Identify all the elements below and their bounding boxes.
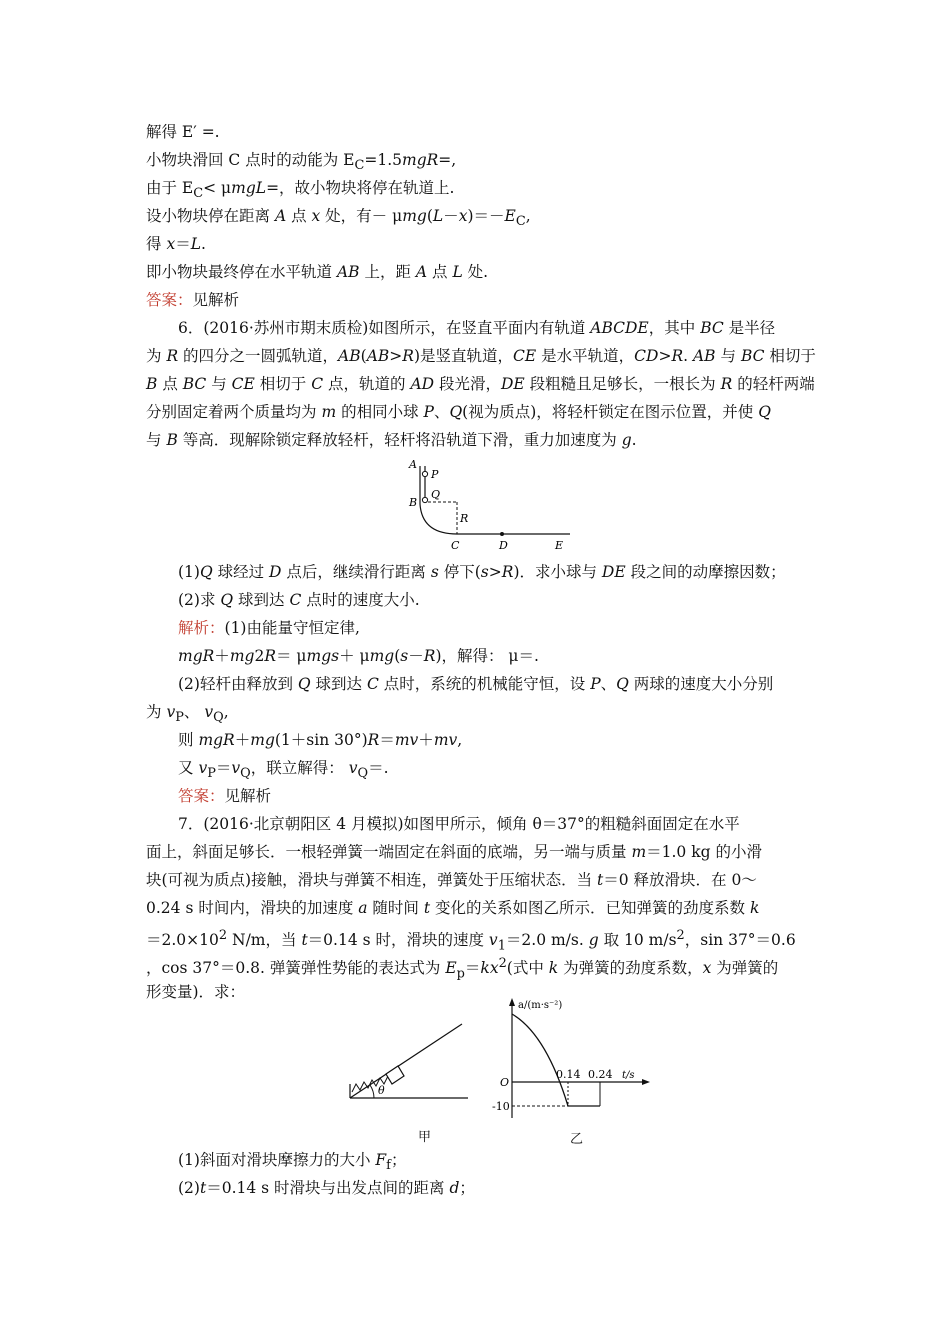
problem7-question-2: (2)t＝0.14 s 时滑块与出发点间的距离 d； [178,1179,475,1197]
solution-line-4: 设小物块停在距离 A 点 x 处，有－ $\mu mg(L-x)=-E_C$, [146,207,531,230]
answer-label: 答案： [146,291,193,309]
origin-label: O [500,1076,510,1089]
problem6-line-2: 为 R 的四分之一圆弧轨道，AB(AB>R)是竖直轨道，CE 是水平轨道，CD>R. AB 与 BC 相切于 [146,347,816,365]
tick-014: 0.14 [556,1068,581,1081]
analysis-label: 解析： [178,619,225,637]
solution-line-5: 得 x＝L. [146,235,206,253]
theta-label: θ [378,1084,385,1097]
problem7-line-3: 块(可视为质点)接触，滑块与弹簧不相连，弹簧处于压缩状态．当 t＝0 释放滑块．在 0～ [146,871,757,889]
incline-figure [340,1010,480,1130]
solution-line-6: 即小物块最终停在水平轨道 AB 上，距 A 点 L 处. [146,263,489,281]
label-Q: Q [431,488,441,501]
problem7-question-1: (1)斜面对滑块摩擦力的大小 $F_f$； [178,1151,407,1174]
answer-label-6: 答案： [178,787,225,805]
caption-jia: 甲 [418,1130,432,1145]
analysis-line-1 [178,618,360,638]
problem7-line-7: 形变量)．求： [146,983,246,1001]
label-C: C [451,539,460,552]
answer-line [146,290,239,310]
problem7-line-6: ，cos 37°＝0.8. 弹簧弹性势能的表达式为 $E_p=kx^2$(式中 k 为弹簧的劲度系数，x 为弹簧的 [146,956,779,982]
problem7-line-2: 面上，斜面足够长．一根轻弹簧一端固定在斜面的底端，另一端与质量 m＝1.0 kg 的小滑 [146,843,762,861]
problem6-question-2: (2)求 Q 球到达 C 点时的速度大小. [178,591,420,609]
answer-line-6 [178,786,271,806]
problem7-line-5: $=2.0\times 10^2$ N/m，当 t＝0.14 s 时，滑块的速度 $v_1=2.0$ m/s. g 取 10 $m/s^2$，sin 37°＝0.6 [146,928,796,954]
analysis-line-2: mgR＋mg2R＝ μmgs＋ μmg(s－R)，解得： μ＝. [178,647,539,665]
problem6-line-1: 6．(2016·苏州市期末质检)如图所示，在竖直平面内有轨道 ABCDE，其中 BC 是半径 [178,319,776,337]
analysis-line-5: 则 mgR＋mg(1＋sin 30°)R＝mv＋mv, [178,731,463,749]
x-axis-label: t/s [622,1070,635,1081]
analysis-text-1: (1)由能量守恒定律, [224,619,360,637]
label-A: A [409,458,417,471]
label-D: D [499,539,508,552]
analysis-line-6: 又 $v_P=v_Q$，联立解得： $v_Q=$. [178,759,389,782]
caption-yi: 乙 [570,1132,584,1147]
solution-line-1: 解得 E′ =. [146,123,220,141]
solution-line-2: 小物块滑回 C 点时的动能为 $E_C=1.5mgR=$, [146,151,457,174]
analysis-line-3: (2)轻杆由释放到 Q 球到达 C 点时，系统的机械能守恒，设 P、Q 两球的速度大小分别 [178,675,774,693]
problem6-line-3: B 点 BC 与 CE 相切于 C 点，轨道的 AD 段光滑，DE 段粗糙且足够长，一根长为 R 的轻杆两端 [146,375,815,393]
label-E: E [555,539,564,552]
problem6-line-4: 分别固定着两个质量均为 m 的相同小球 P、Q(视为质点)，将轻杆锁定在图示位置，并使 Q [146,403,771,421]
tick-024: 0.24 [588,1068,613,1081]
label-B: B [409,496,418,509]
track-diagram [400,454,580,554]
solution-line-3: 由于 $E_C< \mu mgL=$，故小物块将停在轨道上. [146,179,455,202]
problem7-line-1: 7．(2016·北京朝阳区 4 月模拟)如图甲所示，倾角 θ＝37°的粗糙斜面固定在水平 [178,815,740,833]
answer-text-6: 见解析 [224,787,272,805]
problem6-question-1: (1)Q 球经过 D 点后，继续滑行距离 s 停下(s>R)．求小球与 DE 段之间的动摩擦因数； [178,563,786,581]
answer-text: 见解析 [192,291,240,309]
label-R: R [460,512,469,525]
problem7-line-4: 0.24 s 时间内，滑块的加速度 a 随时间 t 变化的关系如图乙所示．已知弹簧的劲度系数 k [146,899,760,917]
label-P: P [431,468,439,481]
tick-neg10: -10 [492,1100,510,1113]
y-axis-label: a/(m·s⁻²) [518,1000,563,1011]
problem6-line-5: 与 B 等高．现解除锁定释放轻杆，轻杆将沿轨道下滑，重力加速度为 g. [146,431,637,449]
analysis-line-4: 为 $v_P$、 $v_Q$, [146,703,229,726]
at-graph [486,994,656,1124]
